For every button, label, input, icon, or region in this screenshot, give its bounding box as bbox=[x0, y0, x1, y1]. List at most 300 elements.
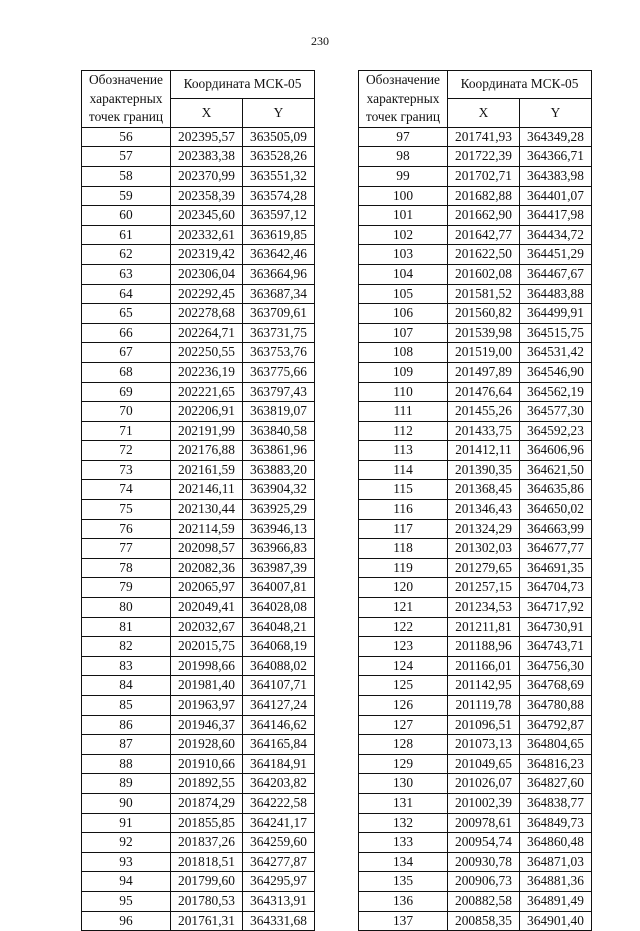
table-row bbox=[82, 891, 315, 911]
point-id-cell: 62 bbox=[82, 245, 171, 265]
x-cell: 202250,55 bbox=[171, 343, 243, 363]
y-cell: 364165,84 bbox=[243, 735, 315, 755]
x-cell: 201837,26 bbox=[171, 833, 243, 853]
x-cell: 202358,39 bbox=[171, 186, 243, 206]
point-id-cell: 84 bbox=[82, 676, 171, 696]
y-cell: 364592,23 bbox=[520, 421, 592, 441]
y-cell: 364730,91 bbox=[520, 617, 592, 637]
y-cell: 364007,81 bbox=[243, 578, 315, 598]
table-row bbox=[82, 284, 315, 304]
table-row bbox=[82, 754, 315, 774]
table-row bbox=[359, 617, 592, 637]
x-cell: 202176,88 bbox=[171, 441, 243, 461]
y-cell: 364635,86 bbox=[520, 480, 592, 500]
y-cell: 364650,02 bbox=[520, 500, 592, 520]
x-cell: 201433,75 bbox=[448, 421, 520, 441]
point-id-cell: 60 bbox=[82, 206, 171, 226]
x-cell: 201346,43 bbox=[448, 500, 520, 520]
table-row bbox=[82, 735, 315, 755]
point-id-cell: 65 bbox=[82, 304, 171, 324]
x-cell: 201998,66 bbox=[171, 656, 243, 676]
table-row bbox=[359, 127, 592, 147]
table-row bbox=[359, 852, 592, 872]
x-cell: 201002,39 bbox=[448, 793, 520, 813]
x-cell: 201928,60 bbox=[171, 735, 243, 755]
y-cell: 364621,50 bbox=[520, 460, 592, 480]
table-row bbox=[359, 774, 592, 794]
y-cell: 364717,92 bbox=[520, 598, 592, 618]
x-cell: 201049,65 bbox=[448, 754, 520, 774]
x-cell: 201622,50 bbox=[448, 245, 520, 265]
x-cell: 201519,00 bbox=[448, 343, 520, 363]
point-id-cell: 70 bbox=[82, 402, 171, 422]
table-row bbox=[359, 186, 592, 206]
point-id-cell: 85 bbox=[82, 696, 171, 716]
y-cell: 364663,99 bbox=[520, 519, 592, 539]
x-cell: 200930,78 bbox=[448, 852, 520, 872]
x-cell: 202206,91 bbox=[171, 402, 243, 422]
point-id-cell: 110 bbox=[359, 382, 448, 402]
x-cell: 200882,58 bbox=[448, 891, 520, 911]
table-row bbox=[359, 441, 592, 461]
point-id-cell: 125 bbox=[359, 676, 448, 696]
table-row bbox=[359, 578, 592, 598]
table-row bbox=[82, 637, 315, 657]
x-cell: 202114,59 bbox=[171, 519, 243, 539]
x-cell: 200978,61 bbox=[448, 813, 520, 833]
point-id-cell: 99 bbox=[359, 166, 448, 186]
y-cell: 364546,90 bbox=[520, 362, 592, 382]
x-cell: 201119,78 bbox=[448, 696, 520, 716]
point-id-cell: 100 bbox=[359, 186, 448, 206]
x-cell: 202221,65 bbox=[171, 382, 243, 402]
table-row bbox=[82, 872, 315, 892]
point-id-cell: 56 bbox=[82, 127, 171, 147]
y-cell: 364184,91 bbox=[243, 754, 315, 774]
header-y: Y bbox=[243, 99, 315, 127]
point-id-cell: 72 bbox=[82, 441, 171, 461]
x-cell: 202065,97 bbox=[171, 578, 243, 598]
y-cell: 364881,36 bbox=[520, 872, 592, 892]
x-cell: 201539,98 bbox=[448, 323, 520, 343]
table-row bbox=[359, 637, 592, 657]
point-id-cell: 126 bbox=[359, 696, 448, 716]
y-cell: 364088,02 bbox=[243, 656, 315, 676]
y-cell: 364562,19 bbox=[520, 382, 592, 402]
table-row bbox=[82, 774, 315, 794]
header-coordinate: Координата МСК-05 bbox=[448, 71, 592, 99]
point-id-cell: 75 bbox=[82, 500, 171, 520]
point-id-cell: 77 bbox=[82, 539, 171, 559]
x-cell: 202383,38 bbox=[171, 147, 243, 167]
point-id-cell: 96 bbox=[82, 911, 171, 931]
y-cell: 364838,77 bbox=[520, 793, 592, 813]
table-row bbox=[359, 362, 592, 382]
y-cell: 364203,82 bbox=[243, 774, 315, 794]
x-cell: 201188,96 bbox=[448, 637, 520, 657]
table-row bbox=[359, 813, 592, 833]
y-cell: 363664,96 bbox=[243, 264, 315, 284]
point-id-cell: 71 bbox=[82, 421, 171, 441]
point-id-cell: 133 bbox=[359, 833, 448, 853]
x-cell: 202264,71 bbox=[171, 323, 243, 343]
point-id-cell: 95 bbox=[82, 891, 171, 911]
table-row bbox=[82, 911, 315, 931]
table-row bbox=[359, 225, 592, 245]
table-row bbox=[359, 676, 592, 696]
table-row bbox=[82, 696, 315, 716]
y-cell: 363642,46 bbox=[243, 245, 315, 265]
table-row bbox=[359, 715, 592, 735]
x-cell: 201302,03 bbox=[448, 539, 520, 559]
point-id-cell: 67 bbox=[82, 343, 171, 363]
x-cell: 201073,13 bbox=[448, 735, 520, 755]
y-cell: 364313,91 bbox=[243, 891, 315, 911]
y-cell: 364146,62 bbox=[243, 715, 315, 735]
y-cell: 364417,98 bbox=[520, 206, 592, 226]
y-cell: 364499,91 bbox=[520, 304, 592, 324]
y-cell: 364677,77 bbox=[520, 539, 592, 559]
x-cell: 201324,29 bbox=[448, 519, 520, 539]
header-x: X bbox=[448, 99, 520, 127]
y-cell: 364792,87 bbox=[520, 715, 592, 735]
table-row bbox=[82, 656, 315, 676]
y-cell: 364515,75 bbox=[520, 323, 592, 343]
table-row bbox=[82, 421, 315, 441]
point-id-cell: 73 bbox=[82, 460, 171, 480]
y-cell: 364827,60 bbox=[520, 774, 592, 794]
x-cell: 202015,75 bbox=[171, 637, 243, 657]
point-id-cell: 131 bbox=[359, 793, 448, 813]
y-cell: 363966,83 bbox=[243, 539, 315, 559]
y-cell: 363775,66 bbox=[243, 362, 315, 382]
coordinates-table-left bbox=[81, 70, 315, 931]
x-cell: 201662,90 bbox=[448, 206, 520, 226]
y-cell: 364401,07 bbox=[520, 186, 592, 206]
table-row bbox=[359, 206, 592, 226]
y-cell: 363709,61 bbox=[243, 304, 315, 324]
point-id-cell: 76 bbox=[82, 519, 171, 539]
table-row bbox=[359, 402, 592, 422]
x-cell: 201412,11 bbox=[448, 441, 520, 461]
y-cell: 363840,58 bbox=[243, 421, 315, 441]
table-row bbox=[359, 872, 592, 892]
header-coordinate: Координата МСК-05 bbox=[171, 71, 315, 99]
y-cell: 364259,60 bbox=[243, 833, 315, 853]
point-id-cell: 103 bbox=[359, 245, 448, 265]
table-row bbox=[359, 558, 592, 578]
table-row bbox=[359, 304, 592, 324]
x-cell: 202332,61 bbox=[171, 225, 243, 245]
x-cell: 202278,68 bbox=[171, 304, 243, 324]
x-cell: 200954,74 bbox=[448, 833, 520, 853]
y-cell: 364048,21 bbox=[243, 617, 315, 637]
table-row bbox=[359, 656, 592, 676]
x-cell: 201476,64 bbox=[448, 382, 520, 402]
y-cell: 364434,72 bbox=[520, 225, 592, 245]
table-row bbox=[82, 519, 315, 539]
y-cell: 364331,68 bbox=[243, 911, 315, 931]
table-row bbox=[82, 480, 315, 500]
x-cell: 201981,40 bbox=[171, 676, 243, 696]
x-cell: 201722,39 bbox=[448, 147, 520, 167]
table-row bbox=[82, 382, 315, 402]
header-point-id: Обозначение характерных точек границ bbox=[82, 71, 171, 128]
y-cell: 363946,13 bbox=[243, 519, 315, 539]
table-row bbox=[359, 382, 592, 402]
point-id-cell: 119 bbox=[359, 558, 448, 578]
table-row bbox=[82, 225, 315, 245]
x-cell: 201096,51 bbox=[448, 715, 520, 735]
table-row bbox=[359, 480, 592, 500]
x-cell: 201368,45 bbox=[448, 480, 520, 500]
point-id-cell: 82 bbox=[82, 637, 171, 657]
table-row bbox=[82, 127, 315, 147]
y-cell: 363597,12 bbox=[243, 206, 315, 226]
point-id-cell: 106 bbox=[359, 304, 448, 324]
point-id-cell: 132 bbox=[359, 813, 448, 833]
x-cell: 201455,26 bbox=[448, 402, 520, 422]
point-id-cell: 89 bbox=[82, 774, 171, 794]
table-row bbox=[359, 793, 592, 813]
table-row bbox=[359, 696, 592, 716]
page-number: 230 bbox=[311, 34, 329, 48]
table-row bbox=[82, 578, 315, 598]
y-cell: 364901,40 bbox=[520, 911, 592, 931]
point-id-cell: 121 bbox=[359, 598, 448, 618]
point-id-cell: 127 bbox=[359, 715, 448, 735]
y-cell: 363861,96 bbox=[243, 441, 315, 461]
table-row bbox=[82, 323, 315, 343]
y-cell: 364241,17 bbox=[243, 813, 315, 833]
table-row bbox=[359, 343, 592, 363]
point-id-cell: 104 bbox=[359, 264, 448, 284]
x-cell: 201211,81 bbox=[448, 617, 520, 637]
table-row bbox=[82, 147, 315, 167]
x-cell: 202236,19 bbox=[171, 362, 243, 382]
x-cell: 201279,65 bbox=[448, 558, 520, 578]
y-cell: 363819,07 bbox=[243, 402, 315, 422]
y-cell: 364531,42 bbox=[520, 343, 592, 363]
x-cell: 200906,73 bbox=[448, 872, 520, 892]
table-row bbox=[359, 754, 592, 774]
point-id-cell: 129 bbox=[359, 754, 448, 774]
table-row bbox=[359, 264, 592, 284]
point-id-cell: 112 bbox=[359, 421, 448, 441]
y-cell: 364780,88 bbox=[520, 696, 592, 716]
point-id-cell: 97 bbox=[359, 127, 448, 147]
y-cell: 364804,65 bbox=[520, 735, 592, 755]
x-cell: 201166,01 bbox=[448, 656, 520, 676]
table-row bbox=[359, 735, 592, 755]
x-cell: 202319,42 bbox=[171, 245, 243, 265]
point-id-cell: 118 bbox=[359, 539, 448, 559]
y-cell: 364028,08 bbox=[243, 598, 315, 618]
point-id-cell: 111 bbox=[359, 402, 448, 422]
y-cell: 363883,20 bbox=[243, 460, 315, 480]
table-row bbox=[359, 598, 592, 618]
table-row bbox=[82, 813, 315, 833]
table-row bbox=[359, 284, 592, 304]
point-id-cell: 78 bbox=[82, 558, 171, 578]
x-cell: 201234,53 bbox=[448, 598, 520, 618]
x-cell: 201026,07 bbox=[448, 774, 520, 794]
x-cell: 201946,37 bbox=[171, 715, 243, 735]
point-id-cell: 86 bbox=[82, 715, 171, 735]
table-row bbox=[359, 519, 592, 539]
point-id-cell: 98 bbox=[359, 147, 448, 167]
x-cell: 202306,04 bbox=[171, 264, 243, 284]
point-id-cell: 120 bbox=[359, 578, 448, 598]
y-cell: 364068,19 bbox=[243, 637, 315, 657]
point-id-cell: 61 bbox=[82, 225, 171, 245]
y-cell: 364743,71 bbox=[520, 637, 592, 657]
y-cell: 364577,30 bbox=[520, 402, 592, 422]
y-cell: 363904,32 bbox=[243, 480, 315, 500]
table-row bbox=[82, 852, 315, 872]
y-cell: 364704,73 bbox=[520, 578, 592, 598]
header-y: Y bbox=[520, 99, 592, 127]
x-cell: 201257,15 bbox=[448, 578, 520, 598]
table-row bbox=[359, 891, 592, 911]
point-id-cell: 66 bbox=[82, 323, 171, 343]
point-id-cell: 87 bbox=[82, 735, 171, 755]
y-cell: 364849,73 bbox=[520, 813, 592, 833]
y-cell: 363528,26 bbox=[243, 147, 315, 167]
y-cell: 363987,39 bbox=[243, 558, 315, 578]
y-cell: 364349,28 bbox=[520, 127, 592, 147]
table-row bbox=[82, 500, 315, 520]
point-id-cell: 94 bbox=[82, 872, 171, 892]
point-id-cell: 130 bbox=[359, 774, 448, 794]
x-cell: 202130,44 bbox=[171, 500, 243, 520]
x-cell: 202292,45 bbox=[171, 284, 243, 304]
x-cell: 202098,57 bbox=[171, 539, 243, 559]
point-id-cell: 93 bbox=[82, 852, 171, 872]
y-cell: 363551,32 bbox=[243, 166, 315, 186]
point-id-cell: 117 bbox=[359, 519, 448, 539]
table-row bbox=[359, 833, 592, 853]
header-x: X bbox=[171, 99, 243, 127]
point-id-cell: 91 bbox=[82, 813, 171, 833]
y-cell: 364277,87 bbox=[243, 852, 315, 872]
x-cell: 201799,60 bbox=[171, 872, 243, 892]
point-id-cell: 107 bbox=[359, 323, 448, 343]
point-id-cell: 113 bbox=[359, 441, 448, 461]
table-row bbox=[82, 402, 315, 422]
table-row bbox=[82, 304, 315, 324]
table-row bbox=[359, 166, 592, 186]
y-cell: 363753,76 bbox=[243, 343, 315, 363]
point-id-cell: 124 bbox=[359, 656, 448, 676]
point-id-cell: 115 bbox=[359, 480, 448, 500]
table-row bbox=[359, 539, 592, 559]
x-cell: 202032,67 bbox=[171, 617, 243, 637]
point-id-cell: 116 bbox=[359, 500, 448, 520]
point-id-cell: 64 bbox=[82, 284, 171, 304]
y-cell: 364467,67 bbox=[520, 264, 592, 284]
table-row bbox=[359, 911, 592, 931]
table-row bbox=[359, 421, 592, 441]
x-cell: 200858,35 bbox=[448, 911, 520, 931]
table-row bbox=[82, 362, 315, 382]
x-cell: 201855,85 bbox=[171, 813, 243, 833]
y-cell: 364295,97 bbox=[243, 872, 315, 892]
table-row bbox=[82, 460, 315, 480]
x-cell: 201390,35 bbox=[448, 460, 520, 480]
x-cell: 201761,31 bbox=[171, 911, 243, 931]
table-row bbox=[82, 441, 315, 461]
y-cell: 364756,30 bbox=[520, 656, 592, 676]
table-body bbox=[82, 127, 315, 930]
table-row bbox=[82, 598, 315, 618]
point-id-cell: 92 bbox=[82, 833, 171, 853]
table-row bbox=[82, 186, 315, 206]
x-cell: 201642,77 bbox=[448, 225, 520, 245]
table-row bbox=[82, 264, 315, 284]
y-cell: 364483,88 bbox=[520, 284, 592, 304]
point-id-cell: 57 bbox=[82, 147, 171, 167]
x-cell: 201963,97 bbox=[171, 696, 243, 716]
y-cell: 364222,58 bbox=[243, 793, 315, 813]
y-cell: 364891,49 bbox=[520, 891, 592, 911]
x-cell: 202161,59 bbox=[171, 460, 243, 480]
point-id-cell: 80 bbox=[82, 598, 171, 618]
point-id-cell: 58 bbox=[82, 166, 171, 186]
point-id-cell: 63 bbox=[82, 264, 171, 284]
x-cell: 201682,88 bbox=[448, 186, 520, 206]
point-id-cell: 135 bbox=[359, 872, 448, 892]
point-id-cell: 122 bbox=[359, 617, 448, 637]
x-cell: 202191,99 bbox=[171, 421, 243, 441]
y-cell: 364366,71 bbox=[520, 147, 592, 167]
x-cell: 202395,57 bbox=[171, 127, 243, 147]
point-id-cell: 128 bbox=[359, 735, 448, 755]
x-cell: 202082,36 bbox=[171, 558, 243, 578]
table-row bbox=[82, 539, 315, 559]
table-row bbox=[82, 833, 315, 853]
header-point-id: Обозначение характерных точек границ bbox=[359, 71, 448, 128]
x-cell: 202146,11 bbox=[171, 480, 243, 500]
table-row bbox=[82, 558, 315, 578]
point-id-cell: 69 bbox=[82, 382, 171, 402]
y-cell: 363687,34 bbox=[243, 284, 315, 304]
point-id-cell: 105 bbox=[359, 284, 448, 304]
table-row bbox=[359, 147, 592, 167]
x-cell: 202345,60 bbox=[171, 206, 243, 226]
y-cell: 364768,69 bbox=[520, 676, 592, 696]
x-cell: 201874,29 bbox=[171, 793, 243, 813]
y-cell: 364451,29 bbox=[520, 245, 592, 265]
y-cell: 363797,43 bbox=[243, 382, 315, 402]
point-id-cell: 90 bbox=[82, 793, 171, 813]
x-cell: 201702,71 bbox=[448, 166, 520, 186]
table-row bbox=[359, 323, 592, 343]
y-cell: 363925,29 bbox=[243, 500, 315, 520]
x-cell: 201910,66 bbox=[171, 754, 243, 774]
x-cell: 201780,53 bbox=[171, 891, 243, 911]
y-cell: 364816,23 bbox=[520, 754, 592, 774]
coordinates-table-right bbox=[358, 70, 592, 931]
y-cell: 364383,98 bbox=[520, 166, 592, 186]
y-cell: 364606,96 bbox=[520, 441, 592, 461]
point-id-cell: 68 bbox=[82, 362, 171, 382]
y-cell: 363574,28 bbox=[243, 186, 315, 206]
x-cell: 201142,95 bbox=[448, 676, 520, 696]
table-row bbox=[82, 206, 315, 226]
y-cell: 364860,48 bbox=[520, 833, 592, 853]
point-id-cell: 88 bbox=[82, 754, 171, 774]
